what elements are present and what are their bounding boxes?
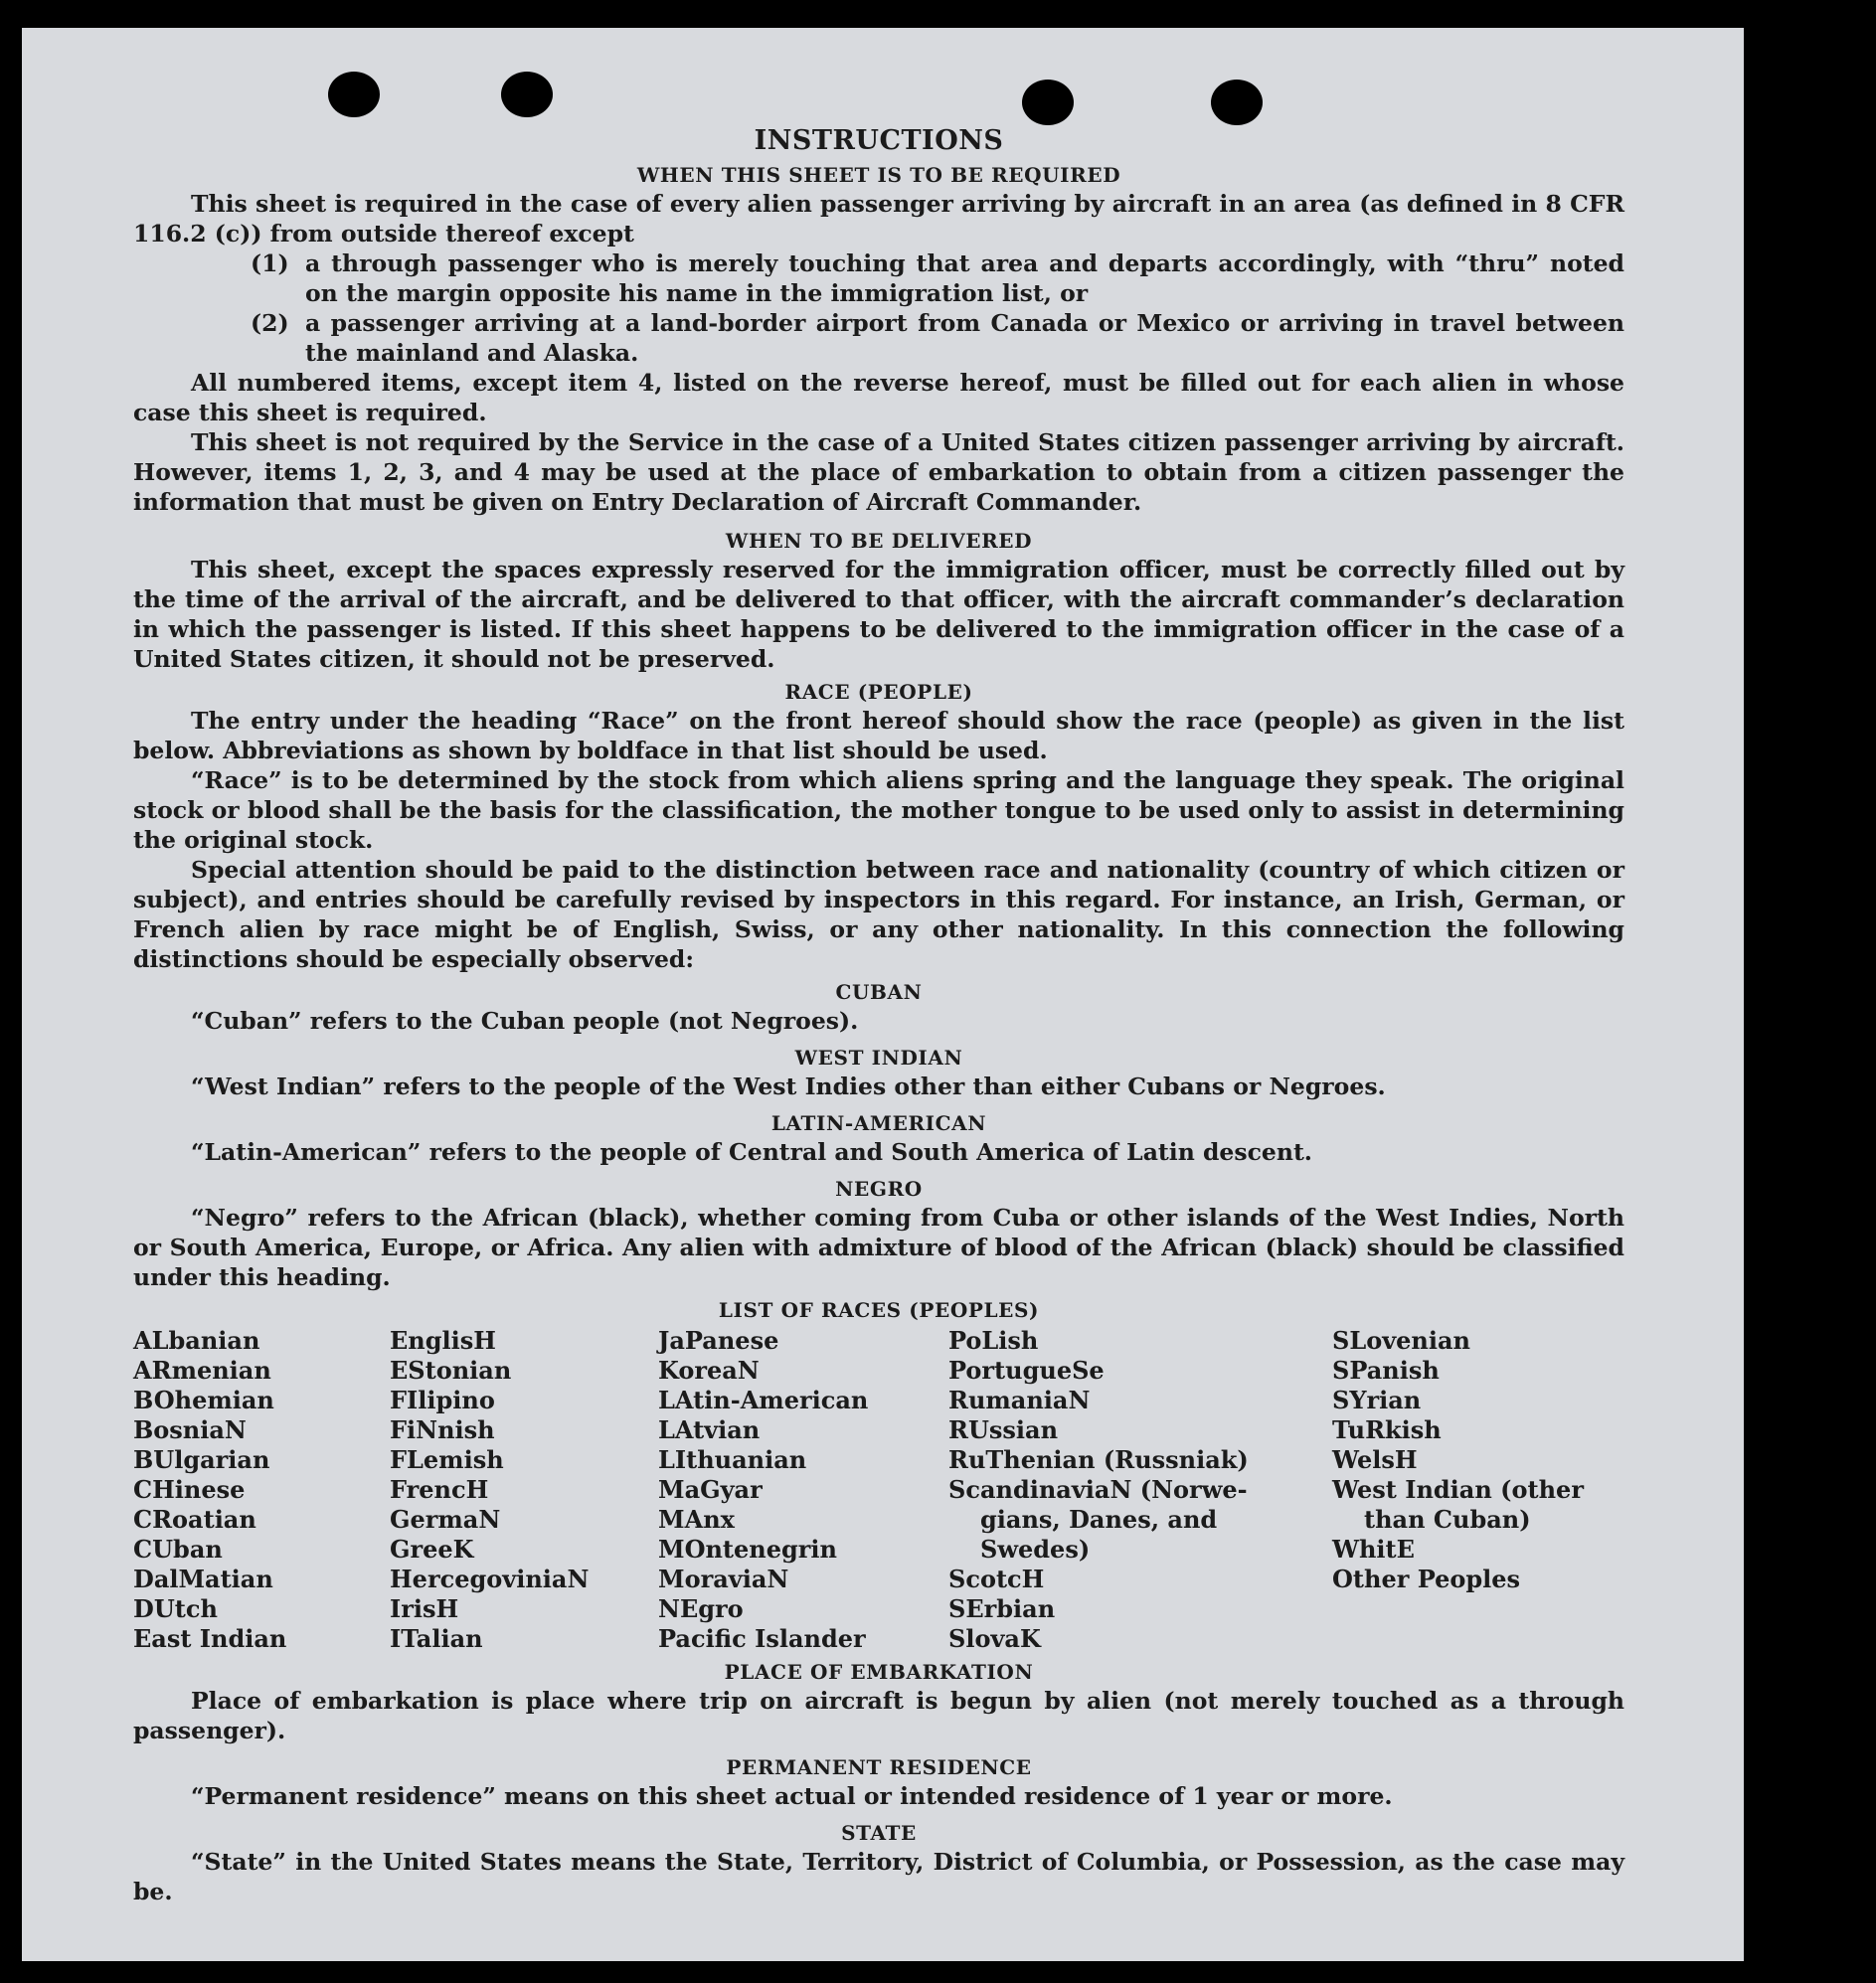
race-item: ITalian (390, 1624, 483, 1653)
race-item: KoreaN (658, 1356, 760, 1385)
race-item: SlovaK (948, 1624, 1041, 1653)
west-indian-paragraph: “West Indian” refers to the people of the West Indies other than either Cubans or Negroes. (191, 1073, 1386, 1100)
numbered-items-paragraph: All numbered items, except item 4, listed on the reverse hereof, must be filled out for each alien in whose case this sheet is required. (133, 369, 1624, 426)
race-item: DalMatian (133, 1565, 273, 1593)
document-sheet (22, 28, 1744, 1961)
page-title: INSTRUCTIONS (754, 125, 1004, 156)
race-item: FrencH (390, 1475, 489, 1504)
race-item: WelsH (1332, 1445, 1418, 1474)
heading-when-delivered: WHEN TO BE DELIVERED (725, 529, 1033, 553)
race-item: Pacific Islander (658, 1624, 866, 1653)
race-item: SLovenian (1332, 1326, 1470, 1355)
race-item: East Indian (133, 1624, 287, 1653)
race-item: SErbian (948, 1594, 1056, 1623)
heading-place-of-embarkation: PLACE OF EMBARKATION (724, 1660, 1034, 1684)
race-item: West Indian (other (1332, 1475, 1584, 1504)
item-text: a passenger arriving at a land-border airport from Canada or Mexico or arriving in travel between the mainland and Alaska. (305, 309, 1624, 367)
race-item: EStonian (390, 1356, 512, 1385)
race-item: PoLish (948, 1326, 1039, 1355)
race-item: FLemish (390, 1445, 504, 1474)
required-intro: This sheet is required in the case of every alien passenger arriving by aircraft in an area (as defined in 8 CFR 116.2 (c)) from outside thereof except (133, 190, 1624, 248)
race-item: WhitE (1332, 1535, 1415, 1564)
race-item: RUssian (948, 1415, 1059, 1444)
race-item: BUlgarian (133, 1445, 270, 1474)
race-item: LAtin-American (658, 1386, 869, 1414)
races-column (658, 1326, 948, 1654)
heading-race: RACE (PEOPLE) (784, 680, 973, 704)
delivered-paragraph: This sheet, except the spaces expressly reserved for the immigration officer, must be correctly filled out by the time of the arrival of the aircraft, and be delivered to that officer, with the aircraft commander’s declaration in which the passenger is listed. If this sheet happens to be delivered to the immigration officer in the case of a United States citizen, it should not be preserved. (133, 556, 1624, 673)
heading-latin-american: LATIN-AMERICAN (770, 1111, 987, 1135)
item-number: (2) (251, 309, 289, 337)
heading-when-required: WHEN THIS SHEET IS TO BE REQUIRED (636, 163, 1121, 187)
race-item: FIlipino (390, 1386, 495, 1414)
race-item: CRoatian (133, 1505, 256, 1534)
instructions-body (133, 97, 1624, 1906)
embarkation-paragraph: Place of embarkation is place where trip on aircraft is begun by alien (not merely touched as a through passenger). (133, 1687, 1624, 1744)
race-item: ScotcH (948, 1565, 1045, 1593)
race-paragraph-3: Special attention should be paid to the distinction between race and nationality (country of which citizen or subject), and entries should be carefully revised by inspectors in this regard. For instance, an Irish, German, or French alien by race might be of English, Swiss, or any other nationality. In this connection the following distinctions should be especially observed: (133, 856, 1624, 973)
heading-permanent-residence: PERMANENT RESIDENCE (726, 1755, 1032, 1779)
latin-american-paragraph: “Latin-American” refers to the people of Central and South America of Latin descent. (191, 1138, 1312, 1166)
race-item: IrisH (390, 1594, 459, 1623)
race-item: TuRkish (1332, 1415, 1442, 1444)
races-column (390, 1326, 658, 1654)
race-item: GreeK (390, 1535, 474, 1564)
citizen-paragraph: This sheet is not required by the Service in the case of a United States citizen passenger arriving by aircraft. However, items 1, 2, 3, and 4 may be used at the place of embarkation to obtain from a citizen passenger the information that must be given on Entry Declaration of Aircraft Commander. (133, 428, 1624, 516)
race-paragraph-1: The entry under the heading “Race” on the front hereof should show the race (people) as given in the list below. Abbreviations as shown by boldface in that list should be used. (133, 707, 1624, 764)
race-item-continued: gians, Danes, and (980, 1505, 1218, 1534)
heading-west-indian: WEST INDIAN (794, 1046, 963, 1070)
race-item: ScandinaviaN (Norwe- (948, 1475, 1248, 1504)
race-item: LAtvian (658, 1415, 761, 1444)
race-item: ALbanian (133, 1326, 260, 1355)
heading-cuban: CUBAN (835, 980, 923, 1004)
race-item: MoraviaN (658, 1565, 789, 1593)
race-paragraph-2: “Race” is to be determined by the stock from which aliens spring and the language they speak. The original stock or blood shall be the basis for the classification, the mother tongue to be used only to assist in determining the original stock. (133, 766, 1624, 854)
race-item: ARmenian (133, 1356, 271, 1385)
race-item: BOhemian (133, 1386, 274, 1414)
state-paragraph: “State” in the United States means the State, Territory, District of Columbia, or Possession, as the case may be. (133, 1848, 1624, 1905)
race-item-continued: than Cuban) (1364, 1505, 1531, 1534)
races-column (1332, 1326, 1624, 1654)
race-item: BosniaN (133, 1415, 247, 1444)
exception-item-1 (133, 248, 1624, 308)
race-item: FiNnish (390, 1415, 495, 1444)
race-item: RuThenian (Russniak) (948, 1445, 1249, 1474)
negro-paragraph: “Negro” refers to the African (black), whether coming from Cuba or other islands of the West Indies, North or South America, Europe, or Africa. Any alien with admixture of blood of the African (black) should be classified under this heading. (133, 1204, 1624, 1291)
race-item: CHinese (133, 1475, 246, 1504)
race-item: DUtch (133, 1594, 218, 1623)
race-item: EnglisH (390, 1326, 496, 1355)
heading-negro: NEGRO (835, 1177, 923, 1201)
race-item: NEgro (658, 1594, 744, 1623)
heading-list-of-races: LIST OF RACES (PEOPLES) (718, 1298, 1040, 1322)
races-column (133, 1326, 390, 1654)
exception-item-2 (133, 308, 1624, 368)
race-item: MAnx (658, 1505, 735, 1534)
race-item: RumaniaN (948, 1386, 1091, 1414)
races-list (133, 1326, 1624, 1654)
race-item: Other Peoples (1332, 1565, 1521, 1593)
race-item: MaGyar (658, 1475, 763, 1504)
heading-state: STATE (841, 1821, 917, 1845)
race-item: SPanish (1332, 1356, 1440, 1385)
races-column (948, 1326, 1332, 1654)
race-item: HercegoviniaN (390, 1565, 590, 1593)
residence-paragraph: “Permanent residence” means on this sheet actual or intended residence of 1 year or more. (191, 1782, 1393, 1810)
race-item: PortugueSe (948, 1356, 1105, 1385)
race-item: JaPanese (658, 1326, 779, 1355)
race-item: LIthuanian (658, 1445, 807, 1474)
item-text: a through passenger who is merely touching that area and departs accordingly, with “thru” noted on the margin opposite his name in the immigration list, or (305, 249, 1624, 307)
race-item: SYrian (1332, 1386, 1422, 1414)
race-item: MOntenegrin (658, 1535, 837, 1564)
race-item-continued: Swedes) (980, 1535, 1091, 1564)
race-item: CUban (133, 1535, 223, 1564)
race-item: GermaN (390, 1505, 501, 1534)
cuban-paragraph: “Cuban” refers to the Cuban people (not Negroes). (191, 1007, 859, 1035)
item-number: (1) (251, 249, 289, 277)
